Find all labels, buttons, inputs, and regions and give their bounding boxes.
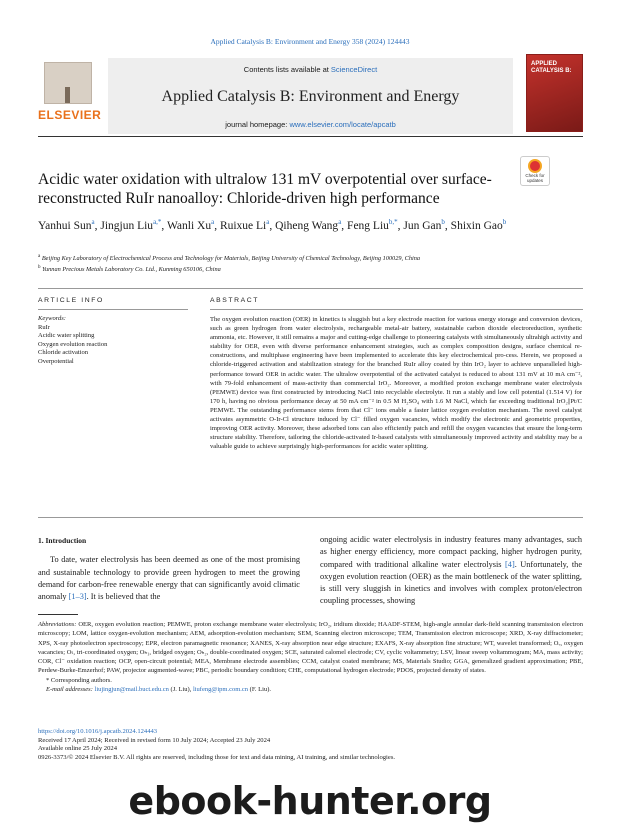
author-name[interactable]: Jun Gan: [403, 219, 442, 232]
journal-masthead: [38, 58, 583, 137]
author-list: Yanhui Sun$^a$, Jingjun Liu$^{a,*}$, Wanli Xu$^a$, Ruixue Li$^a$, Qiheng Wang$^a$, Feng Liu$^{b,*}$, Jun Gan$^b$, Shixin Gao$^b$: [38, 218, 507, 232]
affiliation-b: $^b$ Yunnan Precious Metals Laboratory Co. Ltd., Kunming 650106, China: [38, 264, 221, 273]
author-name[interactable]: Qiheng Wang: [275, 219, 339, 232]
contents-line: [108, 65, 513, 74]
journal-name: Applied Catalysis B: Environment and Energy: [161, 88, 460, 105]
intro-paragraph: To date, water electrolysis has been deemed as one of the most promising and sustainable technology to provide green hydrogen to meet the growing demand for carbon-free renewable energy that can significantly avoid climatic anomaly [1–3]. It is believed that the: [38, 555, 300, 602]
author-affiliation-mark[interactable]: a: [211, 218, 215, 226]
abbreviations: Abbreviations: OER, oxygen evolution reaction; PEMWE, proton exchange membrane water electrolysis; IrO₂, iridium dioxide; HAADF-STEM, high-angle annular dark-field scanning transmission electron microscopy; LOM, lattice oxygen-evolution mechanism; AEM, adsorption-evolution mechanism; SEM, Scanning electron microscope; TEM, Transmission electron microscope; XRD, X-ray diffractometer; XPS, X-ray photoelectron spectroscopy; EPR, electron paramagnetic resonance; XANES, X-ray absorption near edge structure; EXAFS, X-ray absorption fine structure; WT, wavelet transformed; Oᵥ, oxygen vacancies; Oₜ, tri-coordinated oxygen; Oₕ₁, bridged oxygen; Oₕ₂, double-coordinated oxygen; SCE, saturated calomel electrode; CV, cyclic voltammetry; LSV, linear sweep voltammogram; MA, mass activity; COR, Cl⁻ oxidation reaction; OCP, open-circuit potential; MEA, Membrane electrode assemblies; CCM, catalyst coated membrane; MS, Materials Studio; GGA, generalized gradient approximation; PBE, Perdew-Burke-Emzerhof; PAW, projector augmented-wave; PBC, periodic boundary condition; CHE, computational hydrogen electrode; PDOS, projected density of states.: [38, 621, 583, 675]
footnotes: [38, 620, 583, 694]
intro-left-column: [38, 535, 300, 603]
copyright: 0926-3373/© 2024 Elsevier B.V. All rights are reserved, including those for text and data mining, AI training, and similar technologies.: [38, 753, 396, 761]
journal-header-box: [108, 58, 513, 134]
citation-link[interactable]: [1–3]: [68, 592, 87, 602]
tree-icon: [44, 62, 92, 104]
author-affiliation-mark[interactable]: a: [91, 218, 95, 226]
article-title: Acidic water oxidation with ultralow 131 mV overpotential over surface-reconstructed RuIr nanoalloy: Chloride-driven high performance: [38, 171, 492, 207]
sciencedirect-link[interactable]: ScienceDirect: [330, 65, 378, 74]
check-for-updates-button[interactable]: [520, 156, 550, 186]
divider: [210, 309, 583, 310]
affiliation-a: $^a$ Beijing Key Laboratory of Electrochemical Process and Technology for Materials, Beijing University of Chemical Technology, Beijing 100029, China: [38, 254, 421, 263]
journal-citation[interactable]: Applied Catalysis B: Environment and Energy 358 (2024) 124443: [210, 37, 410, 46]
abstract-heading: ABSTRACT: [210, 297, 260, 304]
author-name[interactable]: Ruixue Li: [219, 219, 267, 232]
journal-cover-image: [526, 54, 583, 132]
author-name[interactable]: Shixin Gao: [450, 219, 503, 232]
author-affiliation-mark[interactable]: b: [502, 218, 507, 226]
author-name[interactable]: Wanli Xu: [166, 219, 212, 232]
contents-prefix: Contents lists available at: [243, 65, 331, 74]
author-affiliation-mark[interactable]: b,*: [388, 218, 398, 226]
homepage-prefix: journal homepage:: [225, 120, 290, 129]
intro-heading: 1. Introduction: [38, 536, 87, 545]
email-link[interactable]: liufeng@ipm.com.cn: [192, 686, 249, 694]
divider: [38, 288, 583, 289]
keywords-label: Keywords:: [38, 315, 66, 322]
publisher-logo-text: ELSEVIER: [38, 108, 102, 122]
corresponding-note: * Corresponding authors.: [46, 676, 112, 684]
keyword: Chloride activation: [38, 349, 89, 357]
abstract-text: The oxygen evolution reaction (OER) in kinetics is sluggish but a key electrode reaction for various energy storage and conversion devices, such as green hydrogen from water electrolysis, rechargeable metal-air battery, sustainable carbon dioxide electroreduction, synthetic ammonia, etc. However, it still remains a major and cutting-edge challenge to pioneering catalysts with simultaneously ultrahigh activity and stability for OER, even with diverse performance enhancement strategies, such as complex composition designs, surface chemical re-constructions, and multiphase engineering have been implemented to accelerate this key electrochemical pro-cess. Herein, we proposed a chloride-triggered activation and stabilization strategy for the branched RuIr alloy coated by thin IrO₂ layer to achieve unparalleled high-performance toward OER in acidic water. The ultralow overpotential of the activated catalyst is reduced to about 131 mV at 10 mA cm⁻², with 79-fold enhancement of mass-activity than commercial IrO₂. Moreover, a modified proton exchange membrane water electrolysis (PEMWE) device was first constructed by introducing NaCl into recyclable electrolyte. It run a stably and low cell potential (1.514 V) for 170 h, having no obvious performance decay at 50 mA cm⁻² in 0.5 M H₂SO₄ with 1.6 M NaCl, which far exceeding traditional IrO₂||Pt/C PEMWE. The outstanding performance stems from that Cl⁻ ions enable a faster lattice oxygen evolution mechanism. The novel catalyst activates asymmetric O-Ir-Cl structure induced by Cl⁻ filled oxygen vacancies, which modify the electronic and geometric properties, improving OER activity. Moreover, these adsorbed ions can also efficiently patch and refill the oxygen vacancies that ensure the long-term structure stability. Therefore, tailoring the chloride-activated Ir-based catalysts with simultaneously improved activity and stability may be a valuable guide to achieve surprisingly high-performances for acidic water splitting.: [210, 316, 582, 451]
homepage-link[interactable]: www.elsevier.com/locate/apcatb: [289, 120, 396, 129]
email-link[interactable]: liujingjun@mail.buct.edu.cn: [94, 686, 169, 694]
keywords-block: [38, 315, 188, 367]
article-info-heading: ARTICLE INFO: [38, 297, 104, 304]
update-icon: [528, 159, 542, 173]
homepage-line: [108, 120, 513, 129]
divider: [38, 309, 188, 310]
article-footer: [38, 728, 583, 762]
watermark-text: ebook-hunter.org: [128, 779, 492, 823]
affiliations: [38, 253, 558, 274]
doi-link[interactable]: https://doi.org/10.1016/j.apcatb.2024.124443: [38, 728, 158, 735]
check-updates-label: Check for updates: [525, 173, 545, 183]
author-name[interactable]: Yanhui Sun: [38, 219, 92, 232]
footnote-rule: [38, 614, 78, 615]
author-name[interactable]: Feng Liu: [347, 219, 389, 232]
keyword: Overpotential: [38, 357, 74, 365]
divider: [38, 517, 583, 518]
keyword: Oxygen evolution reaction: [38, 340, 108, 348]
author-affiliation-mark[interactable]: a,*: [153, 218, 162, 226]
author-affiliation-mark[interactable]: a: [266, 218, 270, 226]
author-name[interactable]: Jingjun Liu: [100, 219, 154, 232]
email-line: E-mail addresses: liujingjun@mail.buct.edu.cn (J. Liu), liufeng@ipm.com.cn (F. Liu).: [46, 686, 271, 694]
cover-title: APPLIED CATALYSIS B:: [531, 61, 572, 75]
intro-paragraph: ongoing acidic water electrolysis in industry features many advantages, such as higher energy efficiency, more compact packing, higher hydrogen purity, compared with traditional alkaline water electrolysis [4]. Unfortunately, the oxygen evolution reaction (OER) as the main bottleneck of the water splitting, is still very sluggish in kinetics and involves with complex proton/electron coupling processes, showing: [320, 535, 583, 606]
citation-link[interactable]: [4]: [505, 559, 515, 569]
keyword: Acidic water splitting: [38, 332, 95, 340]
keyword: RuIr: [38, 323, 50, 331]
intro-right-column: [320, 534, 582, 608]
available-date: Available online 25 July 2024: [38, 745, 117, 753]
author-affiliation-mark[interactable]: b: [441, 218, 445, 226]
received-dates: Received 17 April 2024; Received in revised form 10 July 2024; Accepted 23 July 2024: [38, 736, 271, 744]
author-affiliation-mark[interactable]: a: [338, 218, 342, 226]
elsevier-logo: [38, 62, 102, 124]
